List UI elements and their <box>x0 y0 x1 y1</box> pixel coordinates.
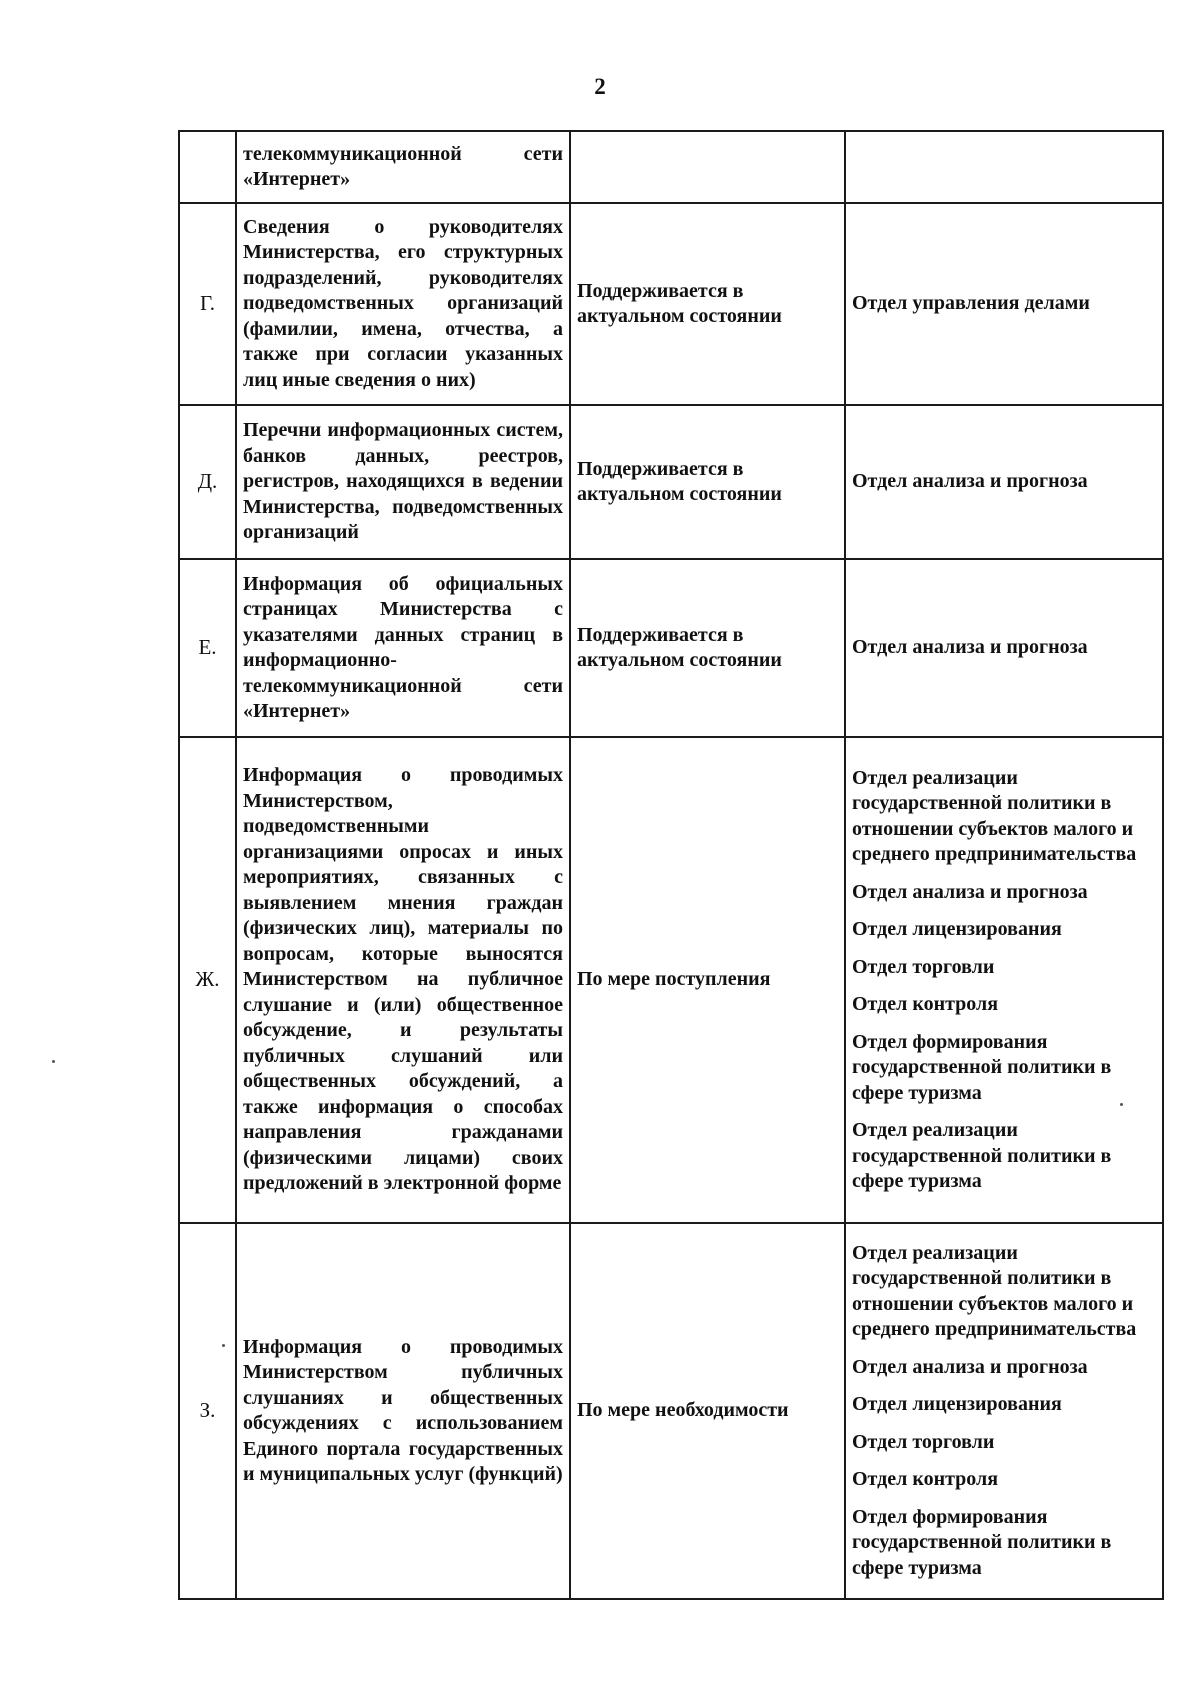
department-item: Отдел управления делами <box>852 292 1090 315</box>
row-content: телекоммуникационной сети «Интернет» <box>236 131 570 203</box>
department-item: Отдел лицензирования <box>852 918 1062 940</box>
row-letter: Г. <box>179 203 236 405</box>
row-letter: З. <box>179 1223 236 1599</box>
department-item: Отдел формирования государственной политики в сфере туризма <box>852 1505 1112 1579</box>
row-letter <box>179 131 236 203</box>
row-status: По мере поступления <box>570 737 845 1223</box>
department-item: Отдел формирования государственной политики в сфере туризма <box>852 1030 1112 1104</box>
table-row <box>179 1223 1163 1599</box>
department-item: Отдел торговли <box>852 1430 995 1453</box>
department-item: Отдел реализации государственной политики в отношении субъектов малого и среднего предпринимательства <box>852 1241 1137 1341</box>
row-content: Информация о проводимых Министерством публичных слушаниях и общественных обсуждениях с использованием Единого портала государственных и муниципальных услуг (функций) <box>236 1223 570 1599</box>
scan-speck <box>1120 1103 1123 1106</box>
row-status: По мере необходимости <box>570 1223 845 1599</box>
department-item: Отдел торговли <box>852 955 995 978</box>
row-departments <box>845 737 1163 1223</box>
department-item: Отдел лицензирования <box>852 1393 1062 1416</box>
row-status: Поддерживается в актуальном состоянии <box>570 405 845 559</box>
row-content: Перечни информационных систем, банков данных, реестров, регистров, находящихся в ведении Министерства, подведомственных организаций <box>236 405 570 559</box>
department-item: Отдел анализа и прогноза <box>852 1355 1088 1378</box>
row-content: Информация об официальных страницах Министерства с указателями данных страниц в информационно-телекоммуникационной сети «Интернет» <box>236 559 570 737</box>
information-table <box>178 130 1164 1600</box>
table-row <box>179 737 1163 1223</box>
row-departments <box>845 405 1163 559</box>
row-departments <box>845 203 1163 405</box>
department-item: Отдел реализации государственной политики в сфере туризма <box>852 1119 1112 1192</box>
department-item: Отдел анализа и прогноза <box>852 636 1088 659</box>
page-number: 2 <box>594 74 606 99</box>
table-row <box>179 131 1163 203</box>
row-status: Поддерживается в актуальном состоянии <box>570 203 845 405</box>
row-content: Сведения о руководителях Министерства, его структурных подразделений, руководителях подведомственных организаций (фамилии, имена, отчества, а также при согласии указанных лиц иные сведения о них) <box>236 203 570 405</box>
row-departments <box>845 131 1163 203</box>
table-row <box>179 203 1163 405</box>
table-row <box>179 405 1163 559</box>
department-item: Отдел контроля <box>852 1468 999 1491</box>
row-letter: Ж. <box>179 737 236 1223</box>
row-letter: Д. <box>179 405 236 559</box>
department-item: Отдел контроля <box>852 993 999 1015</box>
department-item: Отдел реализации государственной политики в отношении субъектов малого и среднего предпринимательства <box>852 766 1137 865</box>
row-departments <box>845 1223 1163 1599</box>
row-departments <box>845 559 1163 737</box>
row-status: Поддерживается в актуальном состоянии <box>570 559 845 737</box>
row-letter: Е. <box>179 559 236 737</box>
row-content: Информация о проводимых Министерством, подведомственными организациями опросах и иных мероприятиях, связанных с выявлением мнения граждан (физических лиц), материалы по вопросам, которые выносятся Министерством на публичное слушание и (или) общественное обсуждение, и результаты публичных слушаний или общественных обсуждений, а также информация о способах направления гражданами (физическими лицами) своих предложений в электронной форме <box>236 737 570 1223</box>
department-item: Отдел анализа и прогноза <box>852 470 1088 493</box>
scan-speck <box>222 1344 225 1347</box>
scan-speck <box>52 1060 55 1063</box>
row-status <box>570 131 845 203</box>
table-row <box>179 559 1163 737</box>
department-item: Отдел анализа и прогноза <box>852 880 1088 903</box>
